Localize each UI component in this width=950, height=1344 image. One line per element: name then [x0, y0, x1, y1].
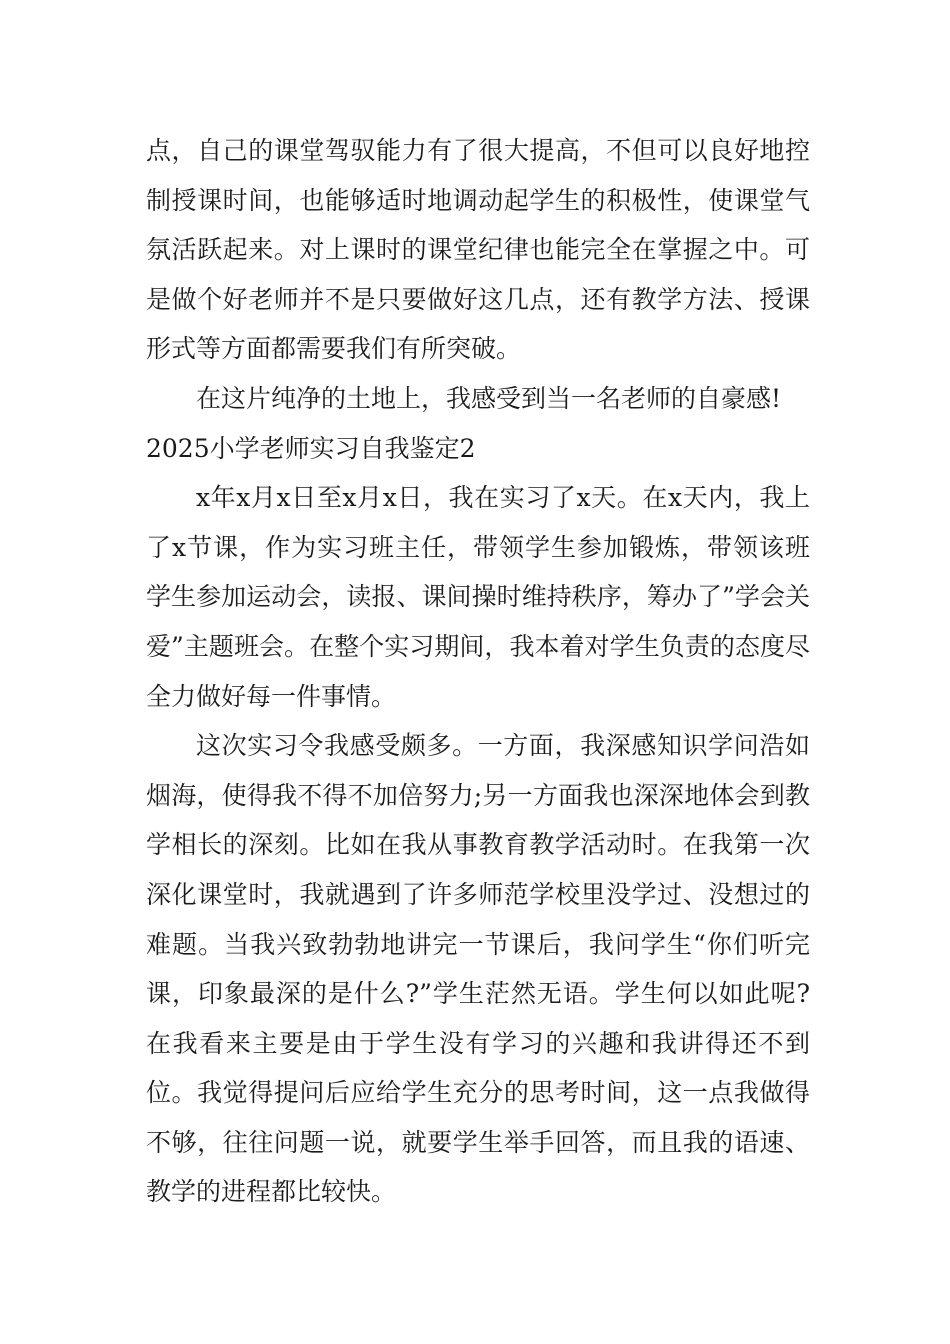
paragraph-continuation: 点，自己的课堂驾驭能力有了很大提高，不但可以良好地控制授课时间，也能够适时地调动起学生的积极性，使课堂气氛活跃起来。对上课时的课堂纪律也能完全在掌握之中。可是做个好老师并不是只要做好这几点，还有教学方法、授课形式等方面都需要我们有所突破。: [146, 136, 810, 364]
paragraph-reflection: 这次实习令我感受颇多。一方面，我深感知识学问浩如烟海，使得我不得不加倍努力;另一方面我也深深地体会到教学相长的深刻。比如在我从事教育教学活动时。在我第一次深化课堂时，我就遇到了许多师范学校里没学过、没想过的难题。当我兴致勃勃地讲完一节课后，我问学生“你们听完课，印象最深的是什么?”学生茫然无语。学生何以如此呢?在我看来主要是由于学生没有学习的兴趣和我讲得还不到位。我觉得提问后应给学生充分的思考时间，这一点我做得不够，往往问题一说，就要学生举手回答，而且我的语速、教学的进程都比较快。: [146, 731, 810, 1207]
section-heading: 2025小学老师实习自我鉴定2: [146, 433, 476, 463]
paragraph-pride: 在这片纯净的土地上，我感受到当一名老师的自豪感!: [196, 383, 782, 413]
document-body: [146, 126, 810, 1217]
paragraph-internship-summary: x年x月x日至x月x日，我在实习了x天。在x天内，我上了x节课，作为实习班主任，带领学生参加锻炼，带领该班学生参加运动会，读报、课间操时维持秩序，筹办了”学会关爱”主题班会。在整个实习期间，我本着对学生负责的态度尽全力做好每一件事情。: [146, 483, 810, 711]
